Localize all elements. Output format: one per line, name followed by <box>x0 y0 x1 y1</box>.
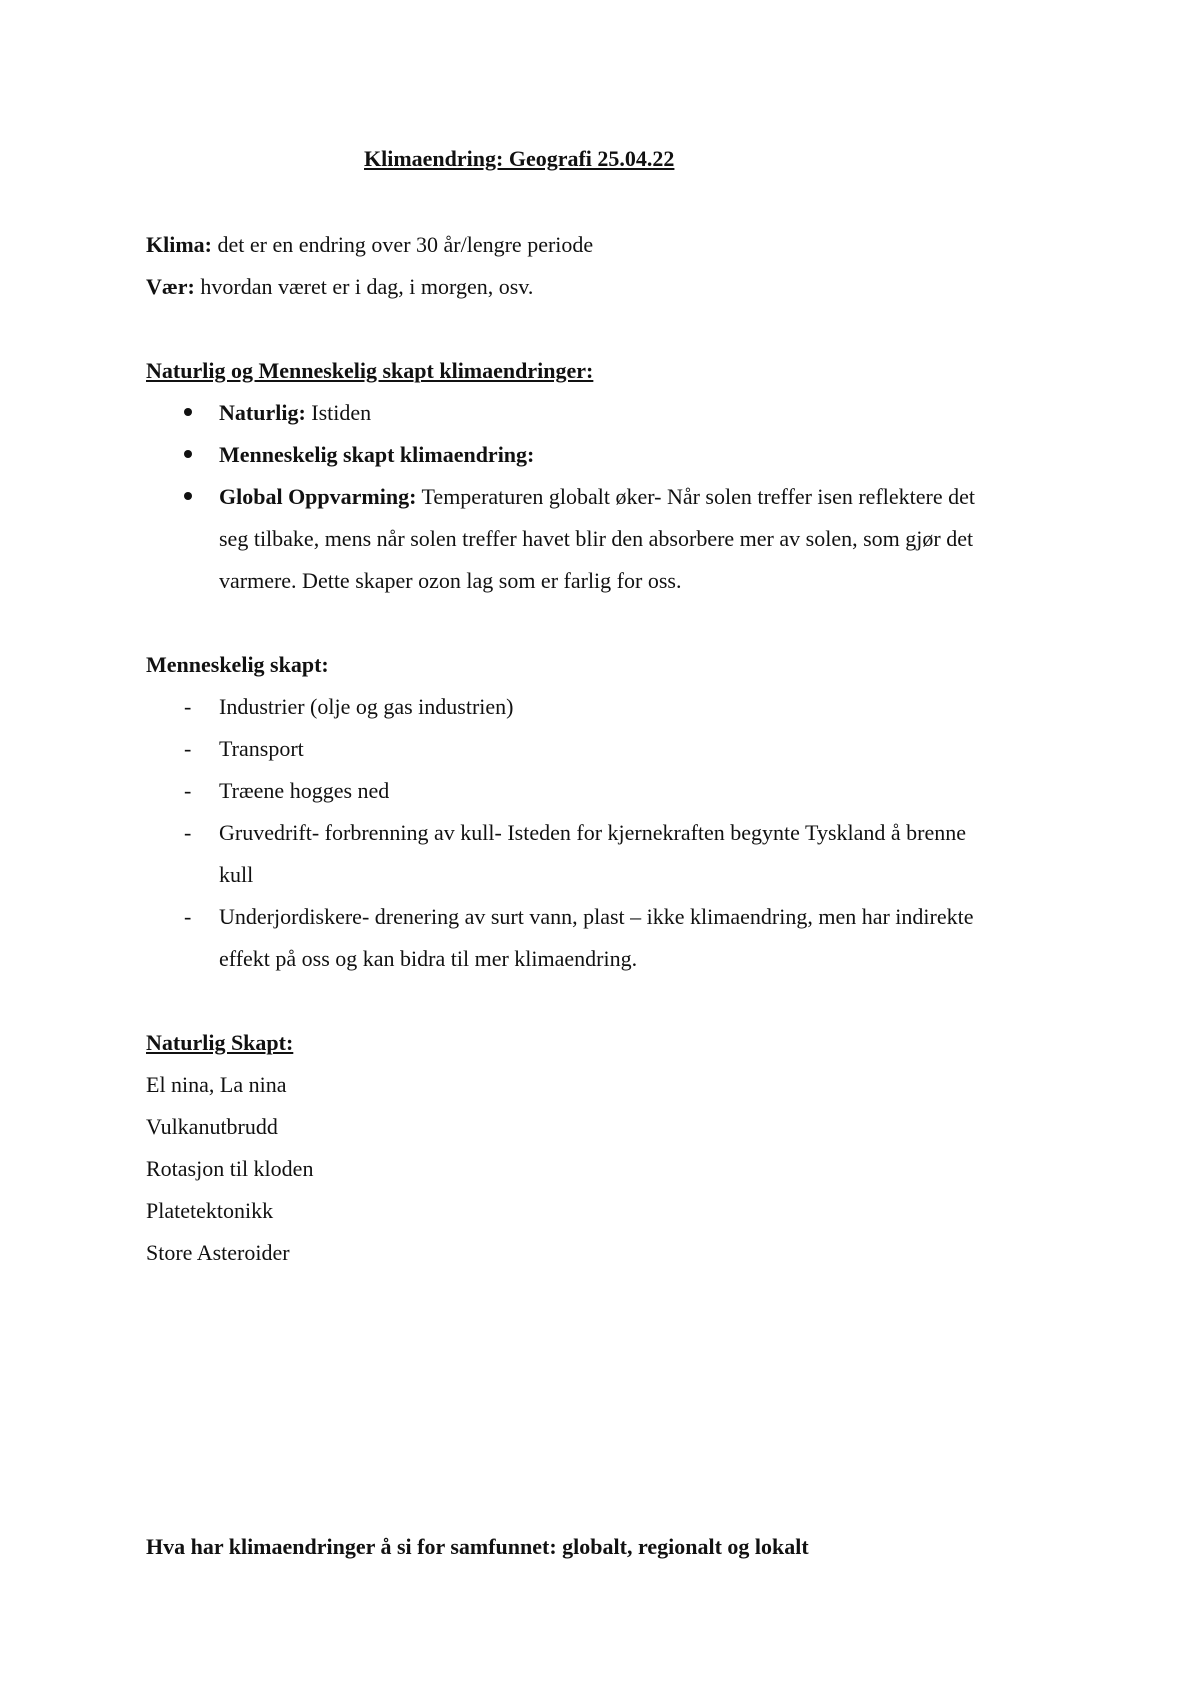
closing-heading: Hva har klimaendringer å si for samfunnet: globalt, regionalt og lokalt <box>146 1534 809 1559</box>
bullet-term: Global Oppvarming: <box>219 484 417 509</box>
dash-marker: - <box>184 904 192 929</box>
dash-marker: - <box>184 778 192 803</box>
definition-text: det er en endring over 30 år/lengre periode <box>212 232 594 257</box>
bullet-text: Istiden <box>305 400 372 425</box>
bullet-icon <box>184 408 192 416</box>
document-title: Klimaendring: Geografi 25.04.22 <box>364 146 675 171</box>
dash-marker: - <box>184 736 192 761</box>
list-item: Platetektonikk <box>146 1198 274 1223</box>
list-item: Underjordiskere- drenering av surt vann, plast – ikke klimaendring, men har indirekte <box>219 904 974 929</box>
list-item: Gruvedrift- forbrenning av kull- Isteden for kjernekraften begynte Tyskland å brenne <box>219 820 967 845</box>
bullet-continuation: varmere. Dette skaper ozon lag som er farlig for oss. <box>219 568 682 593</box>
list-item-continuation: effekt på oss og kan bidra til mer klimaendring. <box>219 946 638 971</box>
section-heading-menneskelig-skapt: Menneskelig skapt: <box>146 652 329 677</box>
list-item: Industrier (olje og gas industrien) <box>219 694 514 719</box>
dash-marker: - <box>184 820 192 845</box>
bullet-item <box>219 482 975 512</box>
bullet-icon <box>184 450 192 458</box>
bullet-term: Naturlig: <box>219 400 306 425</box>
bullet-item <box>219 440 534 470</box>
definition-klima <box>146 230 593 260</box>
definition-term: Vær: <box>146 274 195 299</box>
list-item: El nina, La nina <box>146 1072 287 1097</box>
bullet-continuation: seg tilbake, mens når solen treffer havet blir den absorbere mer av solen, som gjør det <box>219 526 974 551</box>
definition-text: hvordan været er i dag, i morgen, osv. <box>194 274 534 299</box>
bullet-item <box>219 398 371 428</box>
list-item: Træene hogges ned <box>219 778 390 803</box>
definition-term: Klima: <box>146 232 212 257</box>
list-item: Store Asteroider <box>146 1240 290 1265</box>
list-item: Rotasjon til kloden <box>146 1156 314 1181</box>
bullet-icon <box>184 492 192 500</box>
list-item: Vulkanutbrudd <box>146 1114 278 1139</box>
definition-vaer <box>146 272 533 302</box>
dash-marker: - <box>184 694 192 719</box>
bullet-term: Menneskelig skapt klimaendring: <box>219 442 535 467</box>
section-heading-naturlig-skapt: Naturlig Skapt: <box>146 1030 294 1055</box>
section-heading-naturlig-menneskelig: Naturlig og Menneskelig skapt klimaendringer: <box>146 358 594 383</box>
bullet-text: Temperaturen globalt øker- Når solen treffer isen reflektere det <box>416 484 975 509</box>
list-item-continuation: kull <box>219 862 254 887</box>
list-item: Transport <box>219 736 304 761</box>
